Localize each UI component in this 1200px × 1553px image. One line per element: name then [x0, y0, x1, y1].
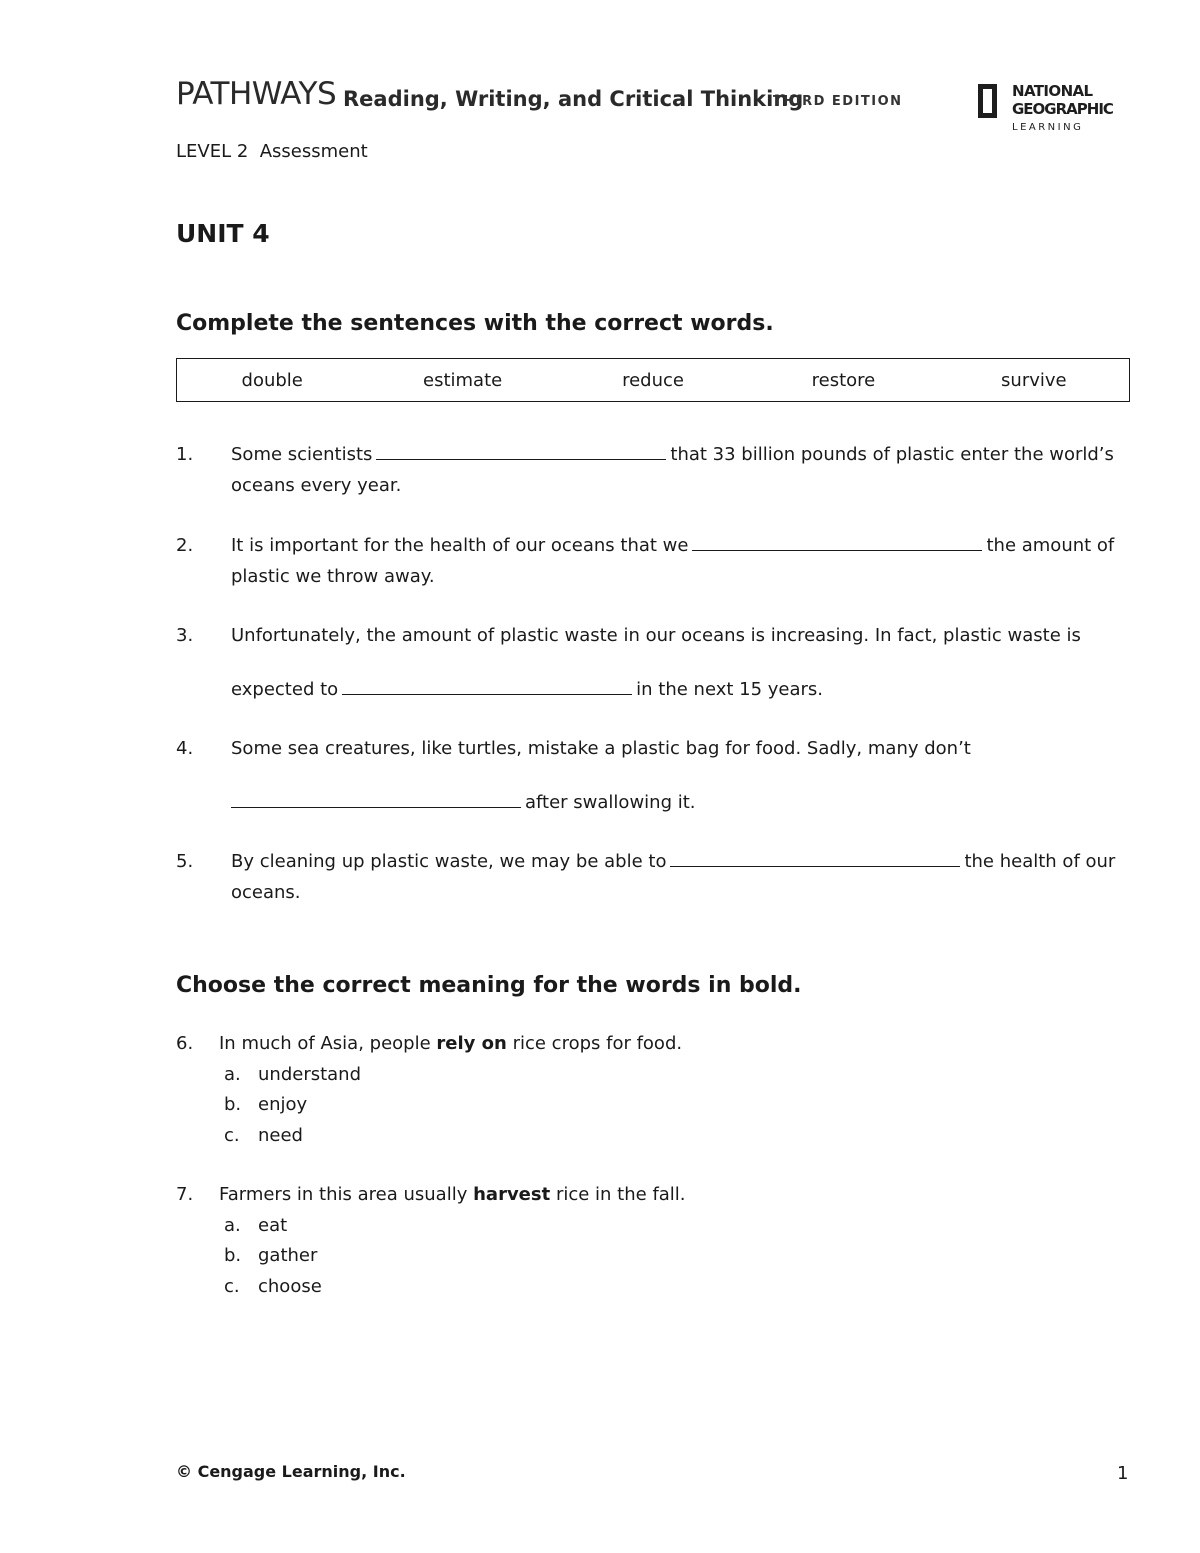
brand-edition: THIRD EDITION [773, 94, 903, 109]
question-number: 1. [176, 444, 194, 465]
option-letter: c. [224, 1125, 240, 1146]
yellow-border-icon [978, 84, 997, 118]
word-bank-item: reduce [622, 369, 684, 391]
section-1-title: Complete the sentences with the correct words. [176, 311, 774, 336]
question-text: in the next 15 years. [636, 679, 824, 700]
option-letter: a. [224, 1215, 241, 1236]
answer-blank[interactable] [692, 532, 982, 551]
question-number: 3. [176, 625, 194, 646]
option-letter: b. [224, 1245, 242, 1266]
logo-line-1: NATIONAL [1012, 82, 1093, 100]
word-bank-item: survive [1001, 369, 1067, 391]
option-text[interactable]: gather [258, 1245, 318, 1266]
question-2 [231, 530, 1131, 592]
question-text: In much of Asia, people [219, 1033, 431, 1054]
question-text: plastic we throw away. [231, 566, 435, 587]
option-text[interactable]: need [258, 1125, 303, 1146]
brand-pathways: PATHWAYS [176, 76, 337, 112]
word-bank-item: restore [811, 369, 876, 391]
question-3-line-1: Unfortunately, the amount of plastic waste in our oceans is increasing. In fact, plastic waste is [231, 625, 1081, 646]
question-number: 6. [176, 1033, 194, 1054]
option-text[interactable]: choose [258, 1276, 322, 1297]
word-bank-item: double [241, 369, 303, 391]
option-text[interactable]: enjoy [258, 1094, 308, 1115]
question-text: the health of our [964, 851, 1116, 872]
unit-title: UNIT 4 [176, 219, 270, 248]
logo-line-3: LEARNING [1012, 122, 1084, 133]
word-bank [176, 358, 1130, 402]
question-5 [231, 846, 1131, 908]
option-text[interactable]: understand [258, 1064, 362, 1085]
question-7 [219, 1179, 1119, 1210]
question-text: oceans. [231, 882, 301, 903]
question-text: Farmers in this area usually [219, 1184, 468, 1205]
word-bank-item: estimate [423, 369, 503, 391]
question-4-line-2 [231, 787, 1131, 818]
question-text: that 33 billion pounds of plastic enter the world’s [670, 444, 1114, 465]
option-letter: a. [224, 1064, 241, 1085]
option-text[interactable]: eat [258, 1215, 288, 1236]
answer-blank[interactable] [231, 789, 521, 808]
brand-subtitle: Reading, Writing, and Critical Thinking [343, 87, 804, 111]
question-4-line-1: Some sea creatures, like turtles, mistake a plastic bag for food. Sadly, many don’t [231, 738, 971, 759]
section-2-title: Choose the correct meaning for the words in bold. [176, 973, 802, 998]
question-text: By cleaning up plastic waste, we may be able to [231, 851, 667, 872]
question-number: 2. [176, 535, 194, 556]
question-text: It is important for the health of our oceans that we [231, 535, 689, 556]
question-text: after swallowing it. [525, 792, 696, 813]
question-text: rice in the fall. [555, 1184, 686, 1205]
question-3-line-2 [231, 674, 1131, 705]
bold-term: harvest [473, 1184, 551, 1205]
answer-blank[interactable] [670, 848, 960, 867]
question-text: Some scientists [231, 444, 373, 465]
national-geographic-logo [978, 82, 1128, 138]
question-number: 5. [176, 851, 194, 872]
page-number: 1 [1117, 1463, 1129, 1484]
question-number: 4. [176, 738, 194, 759]
question-number: 7. [176, 1184, 194, 1205]
question-1 [231, 439, 1131, 501]
level-label: LEVEL 2 Assessment [176, 141, 368, 162]
question-text: rice crops for food. [512, 1033, 683, 1054]
logo-line-2: GEOGRAPHIC [1012, 100, 1113, 118]
question-6 [219, 1028, 1119, 1059]
bold-term: rely on [436, 1033, 507, 1054]
answer-blank[interactable] [376, 441, 666, 460]
footer-copyright: © Cengage Learning, Inc. [176, 1462, 406, 1481]
question-text: the amount of [986, 535, 1115, 556]
question-text: oceans every year. [231, 475, 402, 496]
question-text: expected to [231, 679, 339, 700]
answer-blank[interactable] [342, 676, 632, 695]
option-letter: b. [224, 1094, 242, 1115]
option-letter: c. [224, 1276, 240, 1297]
